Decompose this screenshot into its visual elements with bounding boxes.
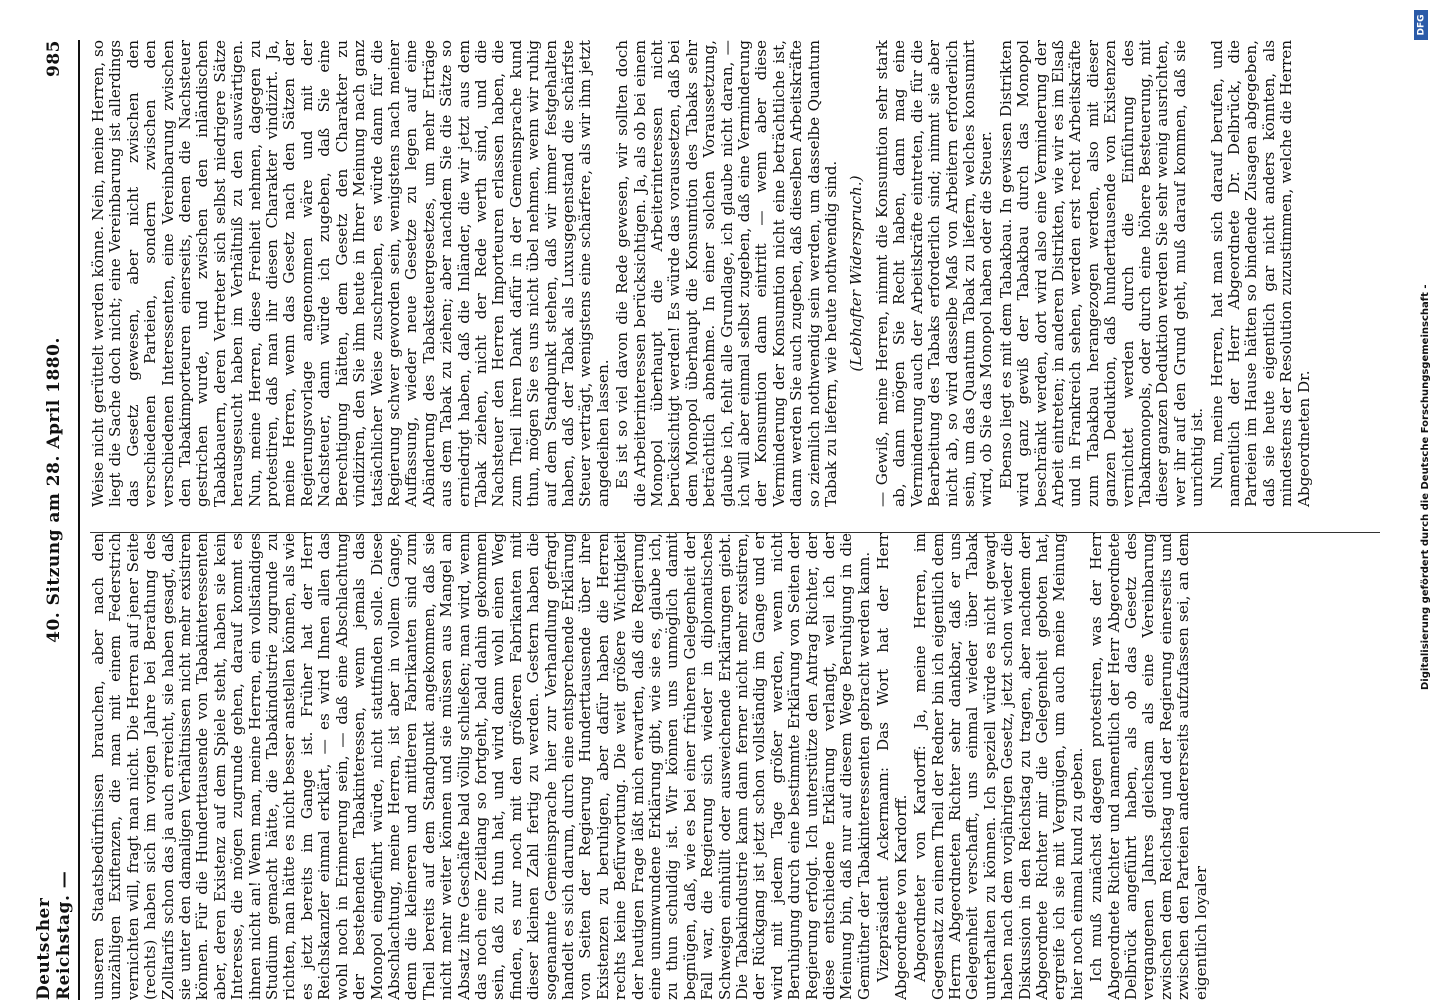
text-columns [90, 40, 1390, 1000]
paragraph: Weise nicht gerüttelt werden könne. Nein, meine Herren, so liegt die Sache doch nicht; eine Vereinbarung ist allerdings das Gesetz gewesen, aber nicht zwischen den verschiedenen Parteien, sondern zwischen den verschiedenen Interessenten, eine Vereinbarung zwischen den Tabakimporteuren einerseits, denen die Nachsteuer gestrichen wurde, und zwischen den inländischen Tabakbauern, deren Vertreter sich selbst niedrigere Sätze herausgesucht haben im Verhältniß zu den auswärtigen. Nun, meine Herren, diese Freiheit nehmen, dagegen zu protestiren, daß man ihr diesen Charakter vindizirt. Ja, meine Herren, wenn das Gesetz nach den Sätzen der Regierungsvorlage angenommen wäre und mit der Nachsteuer, dann würde ich zugeben, daß Sie eine Berechtigung hätten, dem Gesetz den Charakter zu vindiziren, den Sie ihm heute in Ihrer Meinung nach ganz tatsächlicher Weise zuschreiben, es würde dann für die Regierung schwer geworden sein, wenigstens nach meiner Auffassung, wieder neue Gesetze zu legen auf eine Abänderung des Tabaksteuergesetzes, um mehr Erträge aus dem Tabak zu ziehen; aber nachdem Sie die Sätze so erniedrigt haben, daß die Inländer, die wir jetzt aus dem Tabak ziehen, nicht der Rede werth sind, und die Nachsteuer den Herren Importeuren erlassen haben, die zum Theil ihren Dank dafür in der Gemeinsprache kund thun, mögen Sie es uns nicht übel nehmen, wenn wir ruhig auf dem Standpunkt stehen, daß wir immer festgehalten haben, daß der Tabak als Luxusgegenstand die schärfste Steuer verträgt, wenigstens eine schärfere, als wir ihm jetzt angedeihen lassen. [89, 40, 612, 507]
paragraph: unseren Staatsbedürfnissen brauchen, aber nach den unzähligen Exiftenzen, die man mit einem Federstrich vernichten will, fragt man nicht. Die Herren auf jener Seite (rechts) haben sich im vorigen Jahre bei Berathung des Zolltarifs schon das ja auch erreicht, sie haben gesagt, daß sie unter den damaligen Verhältnissen nicht mehr existiren können. Für die Hunderttausende von Tabakinteressenten aber, deren Existenz auf dem Spiele steht, haben sie kein Interesse, die mögen zugrunde gehen, darauf kommt es ihnen nicht an! Wenn man, meine Herren, ein vollständiges Studium gemacht hätte, die Tabakindustrie zugrunde zu richten, man hätte es nicht besser anstellen können, als wie es jetzt bereits im Gange ist. Früher hat der Herr Reichskanzler einmal erklärt, — es wird Ihnen allen das wohl noch in Erinnerung sein, — daß eine Abschlachtung der bestehenden Tabakinteressen, wenn jemals das Monopol eingeführt würde, nicht stattfinden solle. Diese Abschlachtung, meine Herren, ist aber in vollem Gange, denn die kleineren und mittleren Fabrikanten sind zum Theil bereits auf dem Standpunkt angekommen, daß sie nicht mehr weiter können und sie müssen aus Mangel an Absatz ihre Geschäfte bald völlig schließen; man wird, wenn das noch eine Zeitlang so fortgeht, bald dahin gekommen sein, daß zu thun hat, und wird dann wohl einen Weg finden, es nur noch mit den größeren Fabrikanten mit dieser kleinen Zahl fertig zu werden. Gestern haben die sogenannte Gemeinsprache hier zur Verhandlung gefragt handelt es sich darum, durch eine entsprechende Erklärung von Seiten der Regierung Hunderttausende über ihre Existenzen zu beruhigen, aber dafür haben die Herren rechts keine Befürwortung. Die weit größere Wichtigkeit der heutigen Frage läßt mich erwarten, daß die Regierung eine unumwundene Erklärung gibt, wie sie es, glaube ich, zu thun schuldig ist. Wir können uns unmöglich damit begnügen, daß, wie es bei einer früheren Gelegenheit der Fall war, die Regierung sich wieder in diplomatisches Schweigen einhüllt oder ausweichende Erklärungen giebt. Die Tabakindustrie kann dann ferner nicht mehr existiren, der Rückgang ist jetzt schon vollständig im Gange und er wird mit jedem Tage größer werden, wenn nicht Beruhigung durch eine bestimmte Erklärung von Seiten der Regierung erfolgt. Ich unterstütze den Antrag Richter, der diese entschiedene Erklärung verlangt, weil ich der Meinung bin, daß nur auf diesem Wege Beruhigung in die Gemüther der Tabakinteressenten gebracht werden kann. [89, 533, 873, 1000]
paragraph: Ich muß zunächst dagegen protestiren, was der Herr Abgeordnete Richter und namentlich der Herr Abgeordnete Delbrück angeführt haben, als ob das Gesetz des vergangenen Jahres gleichsam als eine Vereinbarung zwischen dem Reichstag und der Regierung einerseits und zwischen den Parteien andererseits aufzufassen sei, an dem eigentlich loyaler [1087, 533, 1210, 1000]
paragraph: Nun, meine Herren, hat man sich darauf berufen, und namentlich der Herr Abgeordnete Dr. Delbrück, die Parteien im Hause hätten so bindende Zusagen abgegeben, daß sie heute eigentlich gar nicht anders könnten, als mindestens der Resolution zuzustimmen, welche die Herren Abgeordneten Dr. [1207, 40, 1313, 507]
paragraph: Ebenso liegt es mit dem Tabakbau. In gewissen Distrikten wird ganz gewiß der Tabakbau durch das Monopol beschränkt werden, dort wird also eine Verminderung der Arbeit eintreten; in anderen Distrikten, wie wir es im Elsaß und in Frankreich sehen, werden erst recht Arbeitskräfte zum Tabakbau herangezogen werden, also mit dieser ganzen Deduktion, daß hunderttausende von Existenzen vernichtet werden durch die Einführung des Tabakmonopols, oder durch eine höhere Besteuerung, mit dieser ganzen Deduktion werden Sie sehr wenig ausrichten, wer ihr auf den Grund geht, muß darauf kommen, daß sie unrichtig ist. [996, 40, 1207, 507]
page-header [34, 40, 74, 1000]
rotated-page-content [20, 40, 1400, 1000]
column-left [90, 533, 1390, 1000]
running-head-center: 40. Sitzung am 28. April 1880. [44, 337, 64, 643]
page-number: 985 [44, 40, 64, 77]
dfg-logo-text: DFG [1416, 14, 1427, 36]
digitization-sidebar [1408, 0, 1432, 1000]
paragraph: Abgeordneter von Kardorff: Ja, meine Herren, im Gegensatz zu einem Theil der Redner bin ich eigentlich dem Herrn Abgeordneten Richter sehr dankbar, daß er uns Gelegenheit verschafft, uns einmal wieder über Tabak unterhalten zu können. Ich speziell würde es nicht gewagt haben nach dem vorjährigen Gesetz, jetzt schon wieder die Diskussion in den Reichstag zu tragen, aber nachdem der Abgeordnete Richter mir die Gelegenheit geboten hat, ergreife ich sie mit Vergnügen, um auch meine Meinung hier noch einmal kund zu geben. [911, 533, 1086, 1000]
dfg-logo [1414, 10, 1428, 40]
header-rule [78, 40, 80, 1000]
paragraph: Vizepräsident Ackermann: Das Wort hat der Herr Abgeordnete von Kardorff. [874, 533, 910, 1000]
paragraph: — Gewiß, meine Herren, nimmt die Konsumtion sehr stark ab, dann mögen Sie Recht haben, dann mag eine Verminderung auch der Arbeitskräfte eintreten, die für die Bearbeitung des Tabaks erforderlich sind; nimmt sie aber nicht ab, so wird dasselbe Maß von Arbeitern erforderlich sein, um das Quantum Tabak zu liefern, welches konsumirt wird, ob Sie das Monopol haben oder die Steuer. [872, 40, 996, 507]
running-head-left: Deutscher Reichstag. — [34, 870, 74, 1000]
interjection: (Lebhafter Widerspruch.) [847, 175, 866, 372]
column-right [90, 40, 1390, 507]
paragraph: Es ist so viel davon die Rede gewesen, wir sollten doch die Arbeiterinteressen berücksichtigen. Ja, als ob bei einem Monopol überhaupt die Arbeiterinteressen nicht berücksichtigt werden! Es würde das voraussetzen, daß bei dem Monopol überhaupt die Konsumtion des Tabaks sehr beträchtlich abnehme. In einer solchen Voraussetzung, glaube ich, fehlt alle Grundlage, ich glaube nicht daran, — ich will aber einmal selbst zugeben, daß eine Verminderung der Konsumtion dann eintritt — wenn aber diese Verminderung der Konsumtion nicht eine beträchtliche ist, dann werden Sie auch zugeben, daß dieselben Arbeitskräfte so ziemlich nothwendig sein werden, um dasselbe Quantum Tabak zu liefern, wie heute nothwendig sind. [613, 40, 841, 507]
digitization-credit: Digitalisierung gefördert durch die Deutsche Forschungsgemeinschaft - [1420, 284, 1431, 690]
